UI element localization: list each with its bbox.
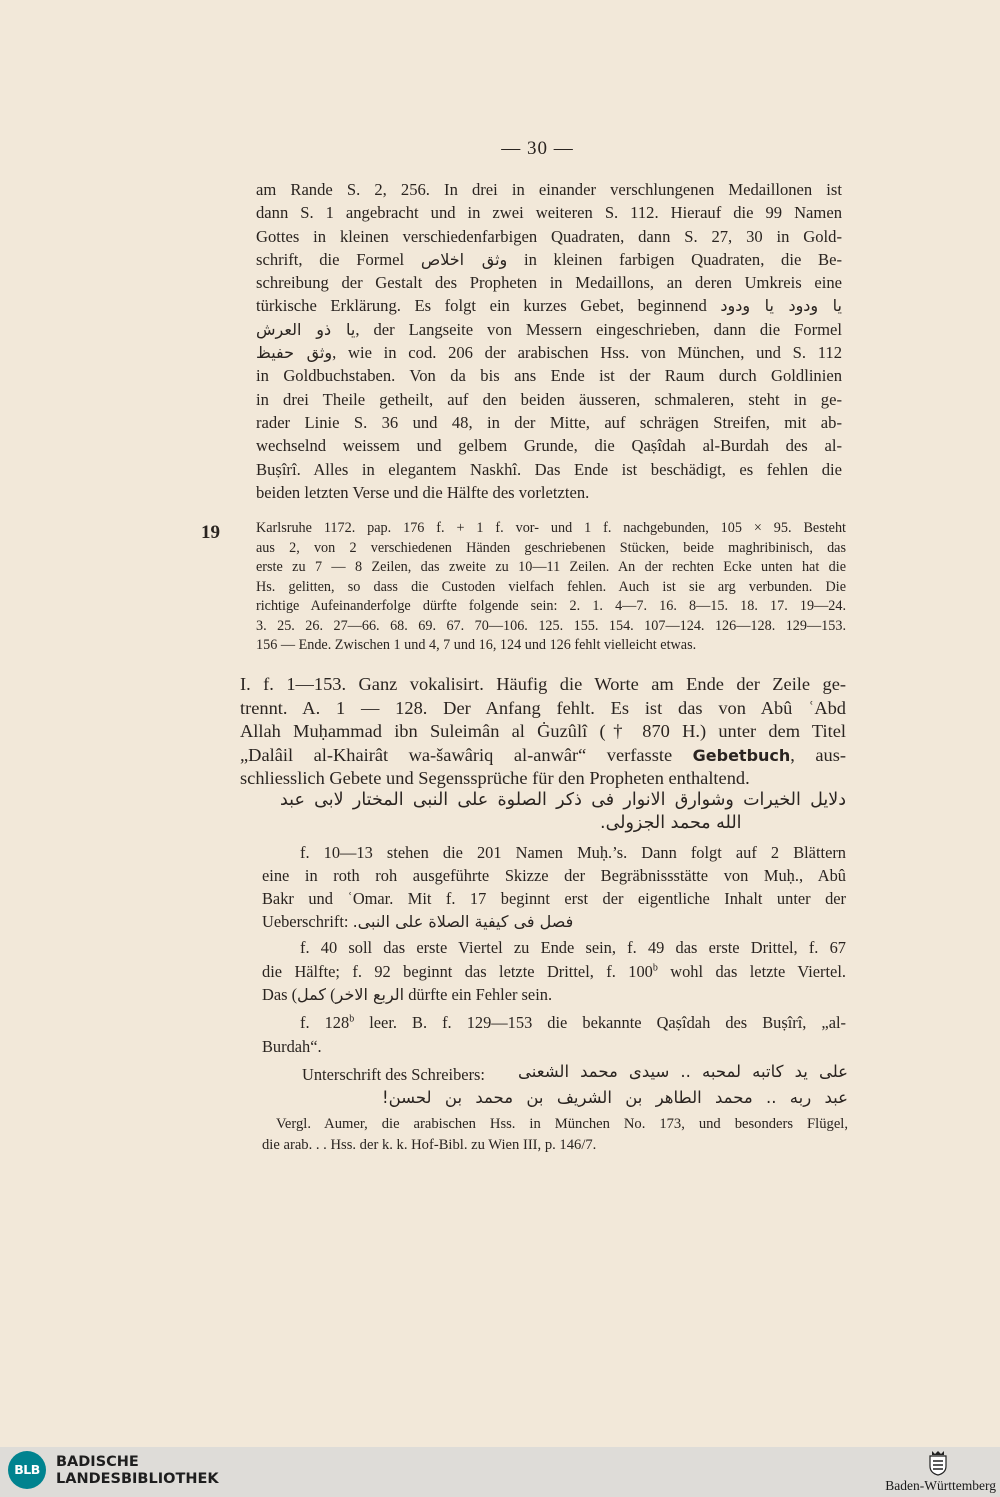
text-line [262, 983, 846, 1007]
text-line [256, 341, 842, 364]
text-line [240, 744, 846, 768]
text-line: in Goldbuchstaben. Von da bis ans Ende ist der Raum durch Goldlinien [256, 366, 842, 386]
text-fragment: wohl das letzte Viertel. [657, 961, 846, 981]
entry-number: 19 [201, 522, 220, 543]
text-fragment: türkische Erklärung. Es folgt ein kurzes Gebet, beginnend [256, 296, 707, 316]
text-line: Allah Muḥammad ibn Suleimân al Ġuzûlî († 870 H.) unter dem Titel [240, 721, 846, 741]
text-line: schreibung der Gestalt des Propheten in Medaillons, an deren Umkreis eine [256, 273, 842, 293]
text-fragment: leer. B. f. 129—153 die bekannte Qaṣîdah des Buṣîrî, „al- [354, 1013, 846, 1032]
text-line: Bakr und ʿOmar. Mit f. 17 beginnt erst der eigentliche Inhalt unter der [262, 889, 846, 908]
arabic-prayer: يا ذو العرش [256, 319, 356, 339]
superscript: b [652, 962, 658, 974]
library-name-line-1: BADISCHE [56, 1454, 139, 1470]
text-line: f. 40 soll das erste Viertel zu Ende sein, f. 49 das erste Drittel, f. 67 [300, 938, 846, 957]
text-fragment: Ueberschrift: [262, 912, 349, 931]
text-fragment: , wie in cod. 206 der arabischen Hss. von München, und S. 112 [332, 343, 843, 363]
text-line: Burdah“. [262, 1036, 322, 1056]
text-line: am Rande S. 2, 256. In drei in einander verschlungenen Medaillonen ist [256, 180, 842, 199]
text-line: die arab. . . Hss. der k. k. Hof-Bibl. zu Wien III, p. 146/7. [262, 1137, 597, 1153]
text-fragment: , aus- [790, 744, 846, 765]
text-line: aus 2, von 2 verschiedenen Händen geschriebenen Stücken, beide maghribinisch, das [256, 539, 846, 556]
text-line: 156 — Ende. Zwischen 1 und 4, 7 und 16, 124 und 126 fehlt vielleicht etwas. [256, 637, 697, 653]
text-line: eine in roth roh ausgeführte Skizze der Begräbnissstätte von Muḥ., Abû [262, 866, 846, 885]
text-line: dann S. 1 angebracht und in zwei weiteren S. 112. Hierauf die 99 Namen [256, 203, 842, 223]
text-line: rader Linie S. 36 und 48, in der Mitte, auf schrägen Streifen, mit ab- [256, 412, 842, 432]
text-line: richtige Aufeinanderfolge dürfte folgende sein: 2. 1. 4—7. 16. 8—15. 18. 17. 19—24. [256, 598, 846, 614]
text-fragment: in kleinen farbigen Quadraten, die Be- [523, 249, 842, 269]
text-line: f. 10—13 stehen die 201 Namen Muḥ.’s. Dann folgt auf 2 Blättern [300, 843, 846, 862]
arabic-prayer: يا ودود يا ودود [720, 296, 842, 316]
text-line [256, 318, 842, 341]
arabic-phrase: الربع الاخر [335, 985, 405, 1004]
text-fragment: die Hälfte; f. 92 beginnt das letzte Drittel, f. 100 [262, 961, 653, 981]
colophon-label [302, 1063, 512, 1086]
text-line: wechselnd weissem und gelbem Grunde, die Qaṣîdah al-Burdah des al- [256, 436, 842, 456]
page-number: — 30 — [501, 138, 574, 159]
reference-note [262, 1114, 848, 1156]
text-line: Unterschrift des Schreibers: [302, 1065, 485, 1084]
text-line: Karlsruhe 1172. pap. 176 f. + 1 f. vor- und 1 f. nachgebunden, 105 × 95. Besteht [256, 520, 846, 536]
arabic-word: كمل [297, 985, 327, 1004]
text-line [256, 294, 842, 317]
text-fragment: ) [330, 985, 336, 1004]
text-line: beiden letzten Verse und die Hälfte des vorletzten. [256, 482, 590, 502]
text-line: Hs. gelitten, so dass die Custoden vielfach fehlen. Auch ist sie arg verbunden. Die [256, 578, 846, 595]
text-fragment: Das ( [262, 985, 298, 1004]
colophon-arabic-line-2: عبد ربه .. محمد الطاهر بن الشريف بن محمد بن لحسن! [382, 1088, 848, 1107]
arabic-title-line-1: دلايل الخيرات وشوارق الانوار فى ذكر الصلوة على النبى المختار لابى عبد [280, 790, 846, 810]
text-line [262, 1011, 846, 1035]
text-line: Vergl. Aumer, die arabischen Hss. in München No. 173, und besonders Flügel, [276, 1116, 848, 1132]
text-fragment: dürfte ein Fehler sein. [408, 985, 553, 1004]
paragraph-1 [256, 178, 842, 504]
paragraph-part-b [262, 1011, 846, 1058]
library-name-line-2: LANDESBIBLIOTHEK [56, 1471, 219, 1487]
text-line: in drei Theile getheilt, auf den beiden äusseren, schmaleren, steht in ge- [256, 389, 842, 409]
part-one-paragraph [240, 673, 846, 791]
arabic-formula: وثق اخلاص [420, 249, 508, 269]
text-line [256, 248, 842, 271]
state-name: Baden-Württemberg [885, 1478, 996, 1493]
colophon-arabic-line-1: على يد كاتبه لمحبه .. سيدى محمد الشعنى [518, 1062, 848, 1081]
text-fragment: f. 128 [300, 1013, 350, 1032]
superscript: b [349, 1013, 355, 1025]
text-line: 3. 25. 26. 27—66. 68. 69. 67. 70—106. 125. 155. 154. 107—124. 126—128. 129—153. [256, 617, 846, 634]
paragraph-names [262, 841, 846, 933]
text-fragment: schrift, die Formel [256, 249, 405, 269]
text-line: erste zu 7 — 8 Zeilen, das zweite zu 10—11 Zeilen. An der rechten Ecke unten hat die [256, 559, 846, 575]
footer-bar [0, 1447, 1000, 1497]
library-name[interactable] [56, 1454, 219, 1488]
arabic-formula: وثق حفيظ [256, 343, 333, 363]
text-fragment: , der Langseite von Messern eingeschrieben, dann die Formel [355, 319, 843, 339]
text-line: I. f. 1—153. Ganz vokalisirt. Häufig die Worte am Ende der Zeile ge- [240, 674, 846, 694]
coat-of-arms-icon [928, 1450, 948, 1476]
emphasized-term: Gebetbuch [692, 745, 791, 765]
text-line: Buṣîrî. Alles in elegantem Naskhî. Das Ende ist beschädigt, es fehlen die [256, 459, 842, 479]
arabic-heading: فصل فى كيفية الصلاة على النبى. [352, 912, 574, 931]
text-line: Gottes in kleinen verschiedenfarbigen Quadraten, dann S. 27, 30 in Gold- [256, 226, 842, 246]
text-line: schliesslich Gebete und Segenssprüche für den Propheten enthaltend. [240, 768, 750, 788]
text-line [262, 960, 846, 984]
text-line [262, 910, 846, 933]
paragraph-quarters [262, 936, 846, 1007]
arabic-title-line-2: الله محمد الجزولى. [600, 813, 742, 833]
entry-description [256, 519, 846, 656]
text-fragment: „Dalâil al-Khairât wa-šawâriq al-anwâr“ verfasste [240, 744, 673, 765]
blb-logo[interactable]: BLB [8, 1451, 46, 1489]
text-line: trennt. A. 1 — 128. Der Anfang fehlt. Es ist das von Abû ʿAbd [240, 697, 846, 718]
